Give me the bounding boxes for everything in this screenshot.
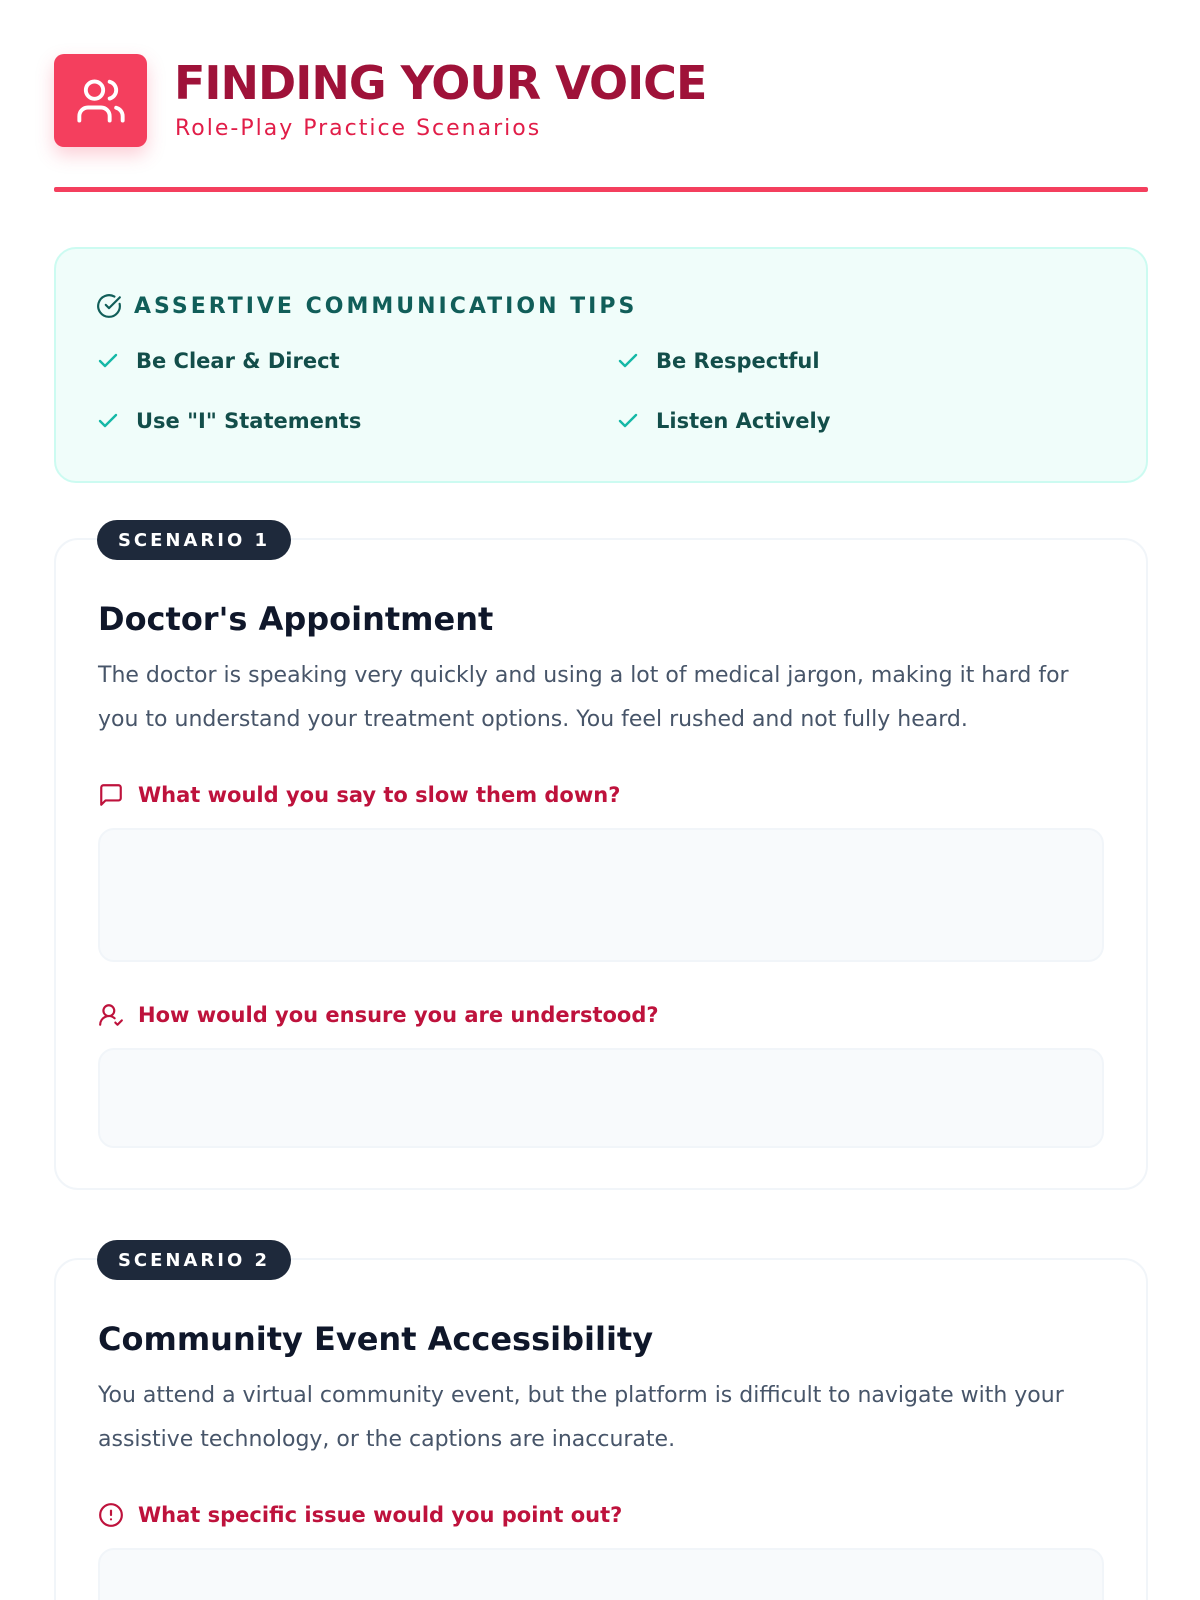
scenario-badge: SCENARIO 1 xyxy=(97,520,291,560)
alert-circle-icon xyxy=(98,1502,124,1528)
logo xyxy=(54,54,147,147)
tip-item xyxy=(616,409,830,433)
question-text: How would you ensure you are understood? xyxy=(138,1003,659,1027)
scenario-badge: SCENARIO 2 xyxy=(97,1240,291,1280)
answer-field-1[interactable] xyxy=(98,828,1104,962)
tip-label: Be Respectful xyxy=(656,349,820,373)
user-check-icon xyxy=(98,1002,124,1028)
scenario-title: Community Event Accessibility xyxy=(98,1320,654,1358)
scenario-description: You attend a virtual community event, but the platform is difficult to navigate with your assistive technology, or the captions are inaccurate. xyxy=(98,1383,1064,1452)
check-icon xyxy=(96,349,120,373)
question-label xyxy=(98,1002,659,1028)
tip-item xyxy=(96,349,340,373)
page-title: FINDING YOUR VOICE xyxy=(174,56,707,110)
scenario-card-2 xyxy=(54,1258,1148,1600)
tips-title: ASSERTIVE COMMUNICATION TIPS xyxy=(134,293,638,319)
page-header xyxy=(54,54,1148,194)
question-text: What would you say to slow them down? xyxy=(138,783,621,807)
scenario-description: The doctor is speaking very quickly and using a lot of medical jargon, making it hard for you to understand your treatment options. You feel rushed and not fully heard. xyxy=(98,663,1069,732)
answer-field-2[interactable] xyxy=(98,1048,1104,1148)
tips-header xyxy=(96,293,637,319)
header-divider xyxy=(54,187,1148,192)
tip-label: Be Clear & Direct xyxy=(136,349,340,373)
answer-field-3[interactable] xyxy=(98,1548,1104,1600)
tip-label: Use "I" Statements xyxy=(136,409,362,433)
question-label xyxy=(98,1502,622,1528)
users-icon xyxy=(75,75,127,127)
message-square-icon xyxy=(98,782,124,808)
tip-item xyxy=(616,349,820,373)
tips-panel xyxy=(54,247,1148,483)
question-label xyxy=(98,782,620,808)
tip-label: Listen Actively xyxy=(656,409,831,433)
question-text: What specific issue would you point out? xyxy=(138,1503,623,1527)
check-icon xyxy=(616,409,640,433)
check-icon xyxy=(96,409,120,433)
scenario-card-1 xyxy=(54,538,1148,1190)
page-subtitle: Role-Play Practice Scenarios xyxy=(175,116,542,141)
check-icon xyxy=(616,349,640,373)
check-circle-icon xyxy=(96,293,122,319)
tip-item xyxy=(96,409,361,433)
scenario-title: Doctor's Appointment xyxy=(98,600,494,638)
